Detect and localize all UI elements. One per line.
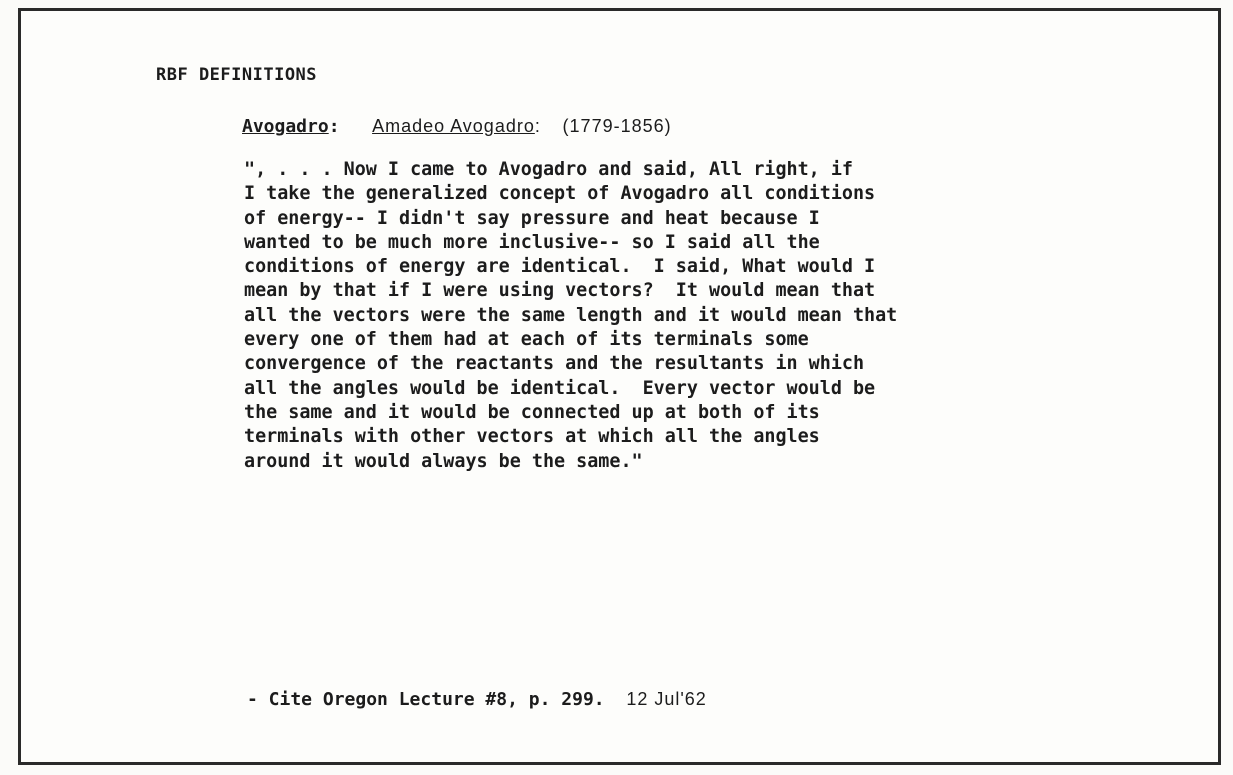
term-dates: (1779-1856) xyxy=(562,116,672,136)
quote-line: all the angles would be identical. Every vector would be xyxy=(244,377,876,399)
quote-line: mean by that if I were using vectors? It would mean that xyxy=(244,280,876,302)
term-full-name: Amadeo Avogadro xyxy=(372,116,535,136)
card-heading: RBF DEFINITIONS xyxy=(156,65,318,85)
quote-line: around it would always be the same." xyxy=(244,450,643,472)
term-separator-2: : xyxy=(534,116,541,136)
quote-line: the same and it would be connected up at both of its xyxy=(244,401,820,423)
quote-line: terminals with other vectors at which all the angles xyxy=(244,426,820,448)
definition-card xyxy=(18,8,1221,765)
quote-line: wanted to be much more inclusive-- so I said all the xyxy=(244,231,820,253)
term-separator: : xyxy=(328,116,340,137)
quote-line: every one of them had at each of its terminals some xyxy=(244,329,809,351)
quote-line: of energy-- I didn't say pressure and heat because I xyxy=(244,207,820,229)
quote-line: ", . . . Now I came to Avogadro and said, All right, if xyxy=(244,159,853,180)
citation xyxy=(247,689,707,710)
term-name: Avogadro xyxy=(242,116,329,137)
term-line xyxy=(242,116,672,137)
quote-line: convergence of the reactants and the resultants in which xyxy=(244,353,865,375)
citation-source: - Cite Oregon Lecture #8, p. 299. xyxy=(247,689,605,710)
quote-line: conditions of energy are identical. I said, What would I xyxy=(244,256,876,278)
quote-line: all the vectors were the same length and it would mean that xyxy=(244,304,898,326)
quote-line: I take the generalized concept of Avogadro all conditions xyxy=(244,183,876,205)
citation-date: 12 Jul'62 xyxy=(626,689,707,709)
quote-block xyxy=(244,158,1144,474)
